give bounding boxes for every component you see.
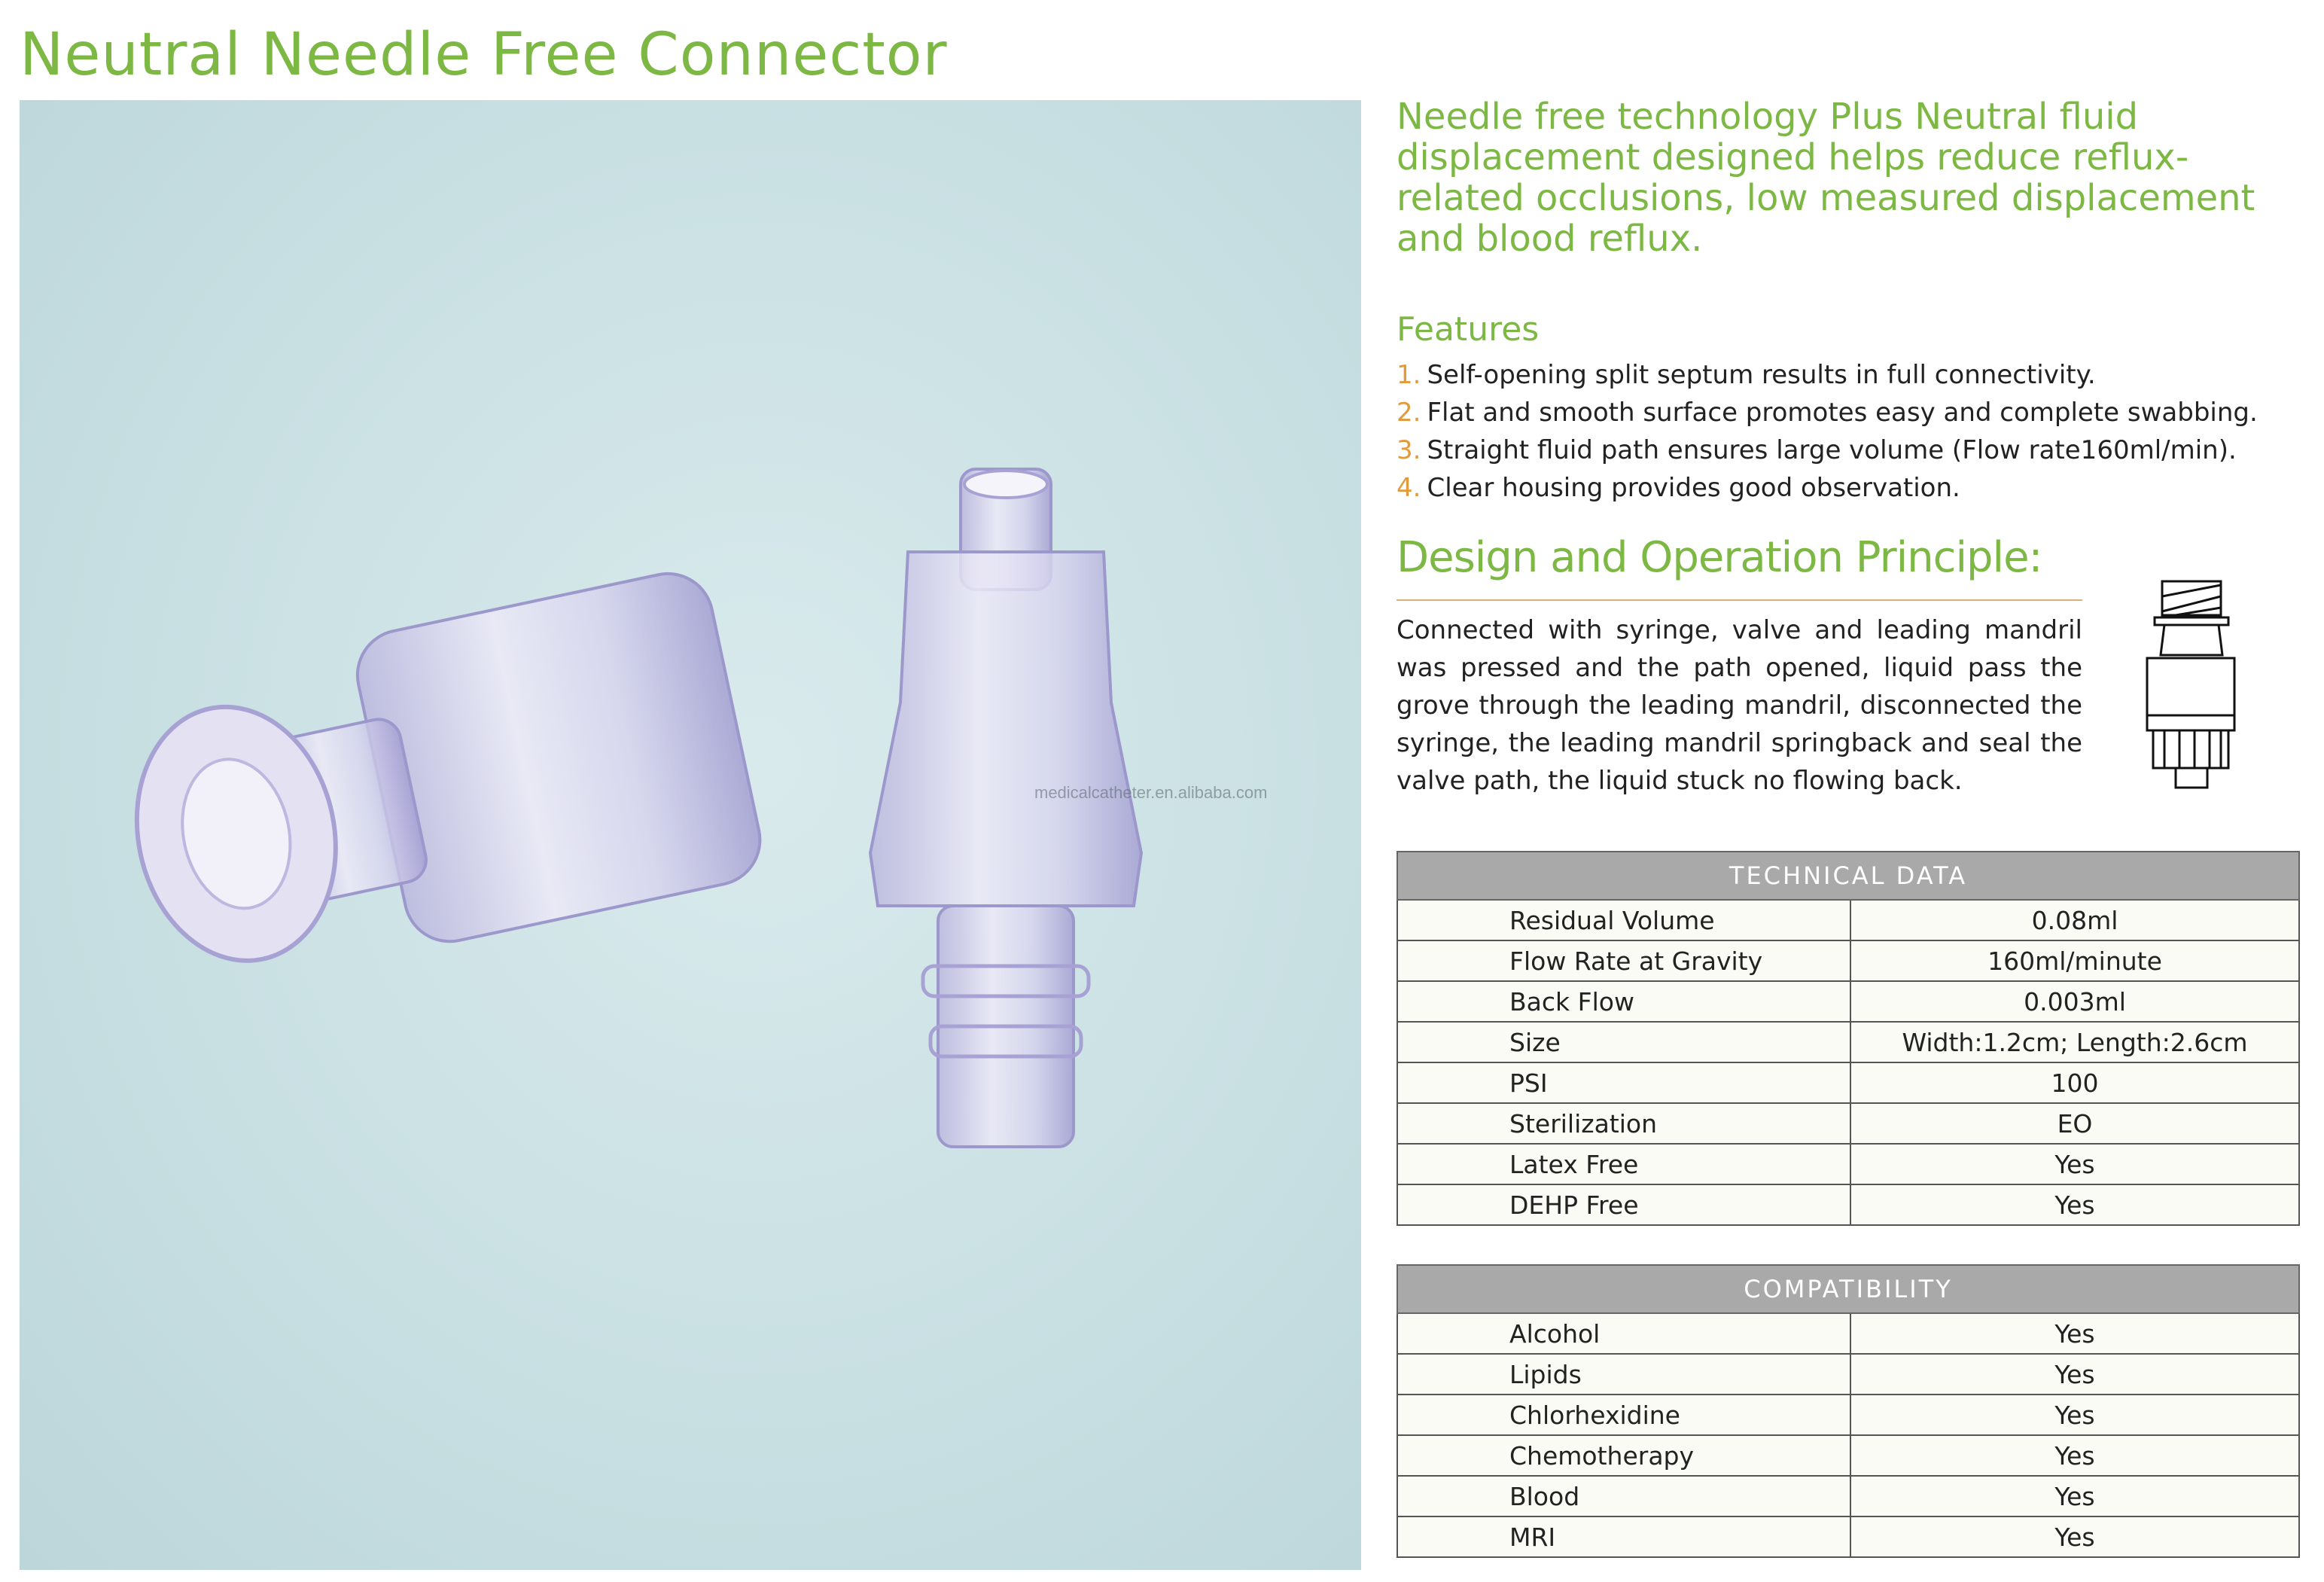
watermark: medicalcatheter.en.alibaba.com (1034, 783, 1268, 802)
table-row: Residual Volume 0.08ml (1397, 900, 2299, 940)
headline: Needle free technology Plus Neutral fluid displacement designed helps reduce reflux-related occlusions, low measured displacement and blood reflux. (1397, 96, 2255, 260)
table-row: Sterilization EO (1397, 1103, 2299, 1144)
design-text: Connected with syringe, valve and leading mandril was pressed and the path opened, liquid pass the grove through the leading mandril, disconnected the syringe, the leading mandril springback and seal the valve path, the liquid stuck no flowing back. (1397, 615, 2082, 796)
feature-item: 1. Self-opening split septum results in full connectivity. (1397, 360, 2096, 390)
table-row: Alcohol Yes (1397, 1313, 2299, 1354)
table-row: PSI 100 (1397, 1062, 2299, 1103)
table-row: Lipids Yes (1397, 1354, 2299, 1395)
compatibility-table (1397, 1264, 2300, 1558)
table-header: COMPATIBILITY (1397, 1265, 2299, 1313)
table-row: Chemotherapy Yes (1397, 1435, 2299, 1476)
table-row: Size Width:1.2cm; Length:2.6cm (1397, 1022, 2299, 1062)
feature-item: 2. Flat and smooth surface promotes easy and complete swabbing. (1397, 398, 2258, 428)
table-header: TECHNICAL DATA (1397, 852, 2299, 900)
table-row: Blood Yes (1397, 1476, 2299, 1516)
features-heading: Features (1397, 310, 1540, 349)
feature-item: 4. Clear housing provides good observation. (1397, 473, 1960, 503)
table-row: MRI Yes (1397, 1516, 2299, 1557)
table-row: Back Flow 0.003ml (1397, 981, 2299, 1022)
connector-illustration (20, 100, 1361, 1570)
connector-standing (870, 469, 1141, 1147)
connector-diagram-icon (2146, 574, 2251, 792)
page-title: Neutral Needle Free Connector (20, 21, 948, 89)
table-row: Chlorhexidine Yes (1397, 1395, 2299, 1435)
table-row: Flow Rate at Gravity 160ml/minute (1397, 940, 2299, 981)
divider (1397, 599, 2082, 601)
design-heading: Design and Operation Principle: (1397, 533, 2042, 582)
connector-lying (106, 565, 769, 1001)
features-list (1397, 356, 2258, 507)
product-photo (20, 100, 1361, 1570)
table-row: Latex Free Yes (1397, 1144, 2299, 1184)
technical-data-table (1397, 851, 2300, 1226)
feature-item: 3. Straight fluid path ensures large volume (Flow rate160ml/min). (1397, 435, 2237, 465)
table-row: DEHP Free Yes (1397, 1184, 2299, 1225)
